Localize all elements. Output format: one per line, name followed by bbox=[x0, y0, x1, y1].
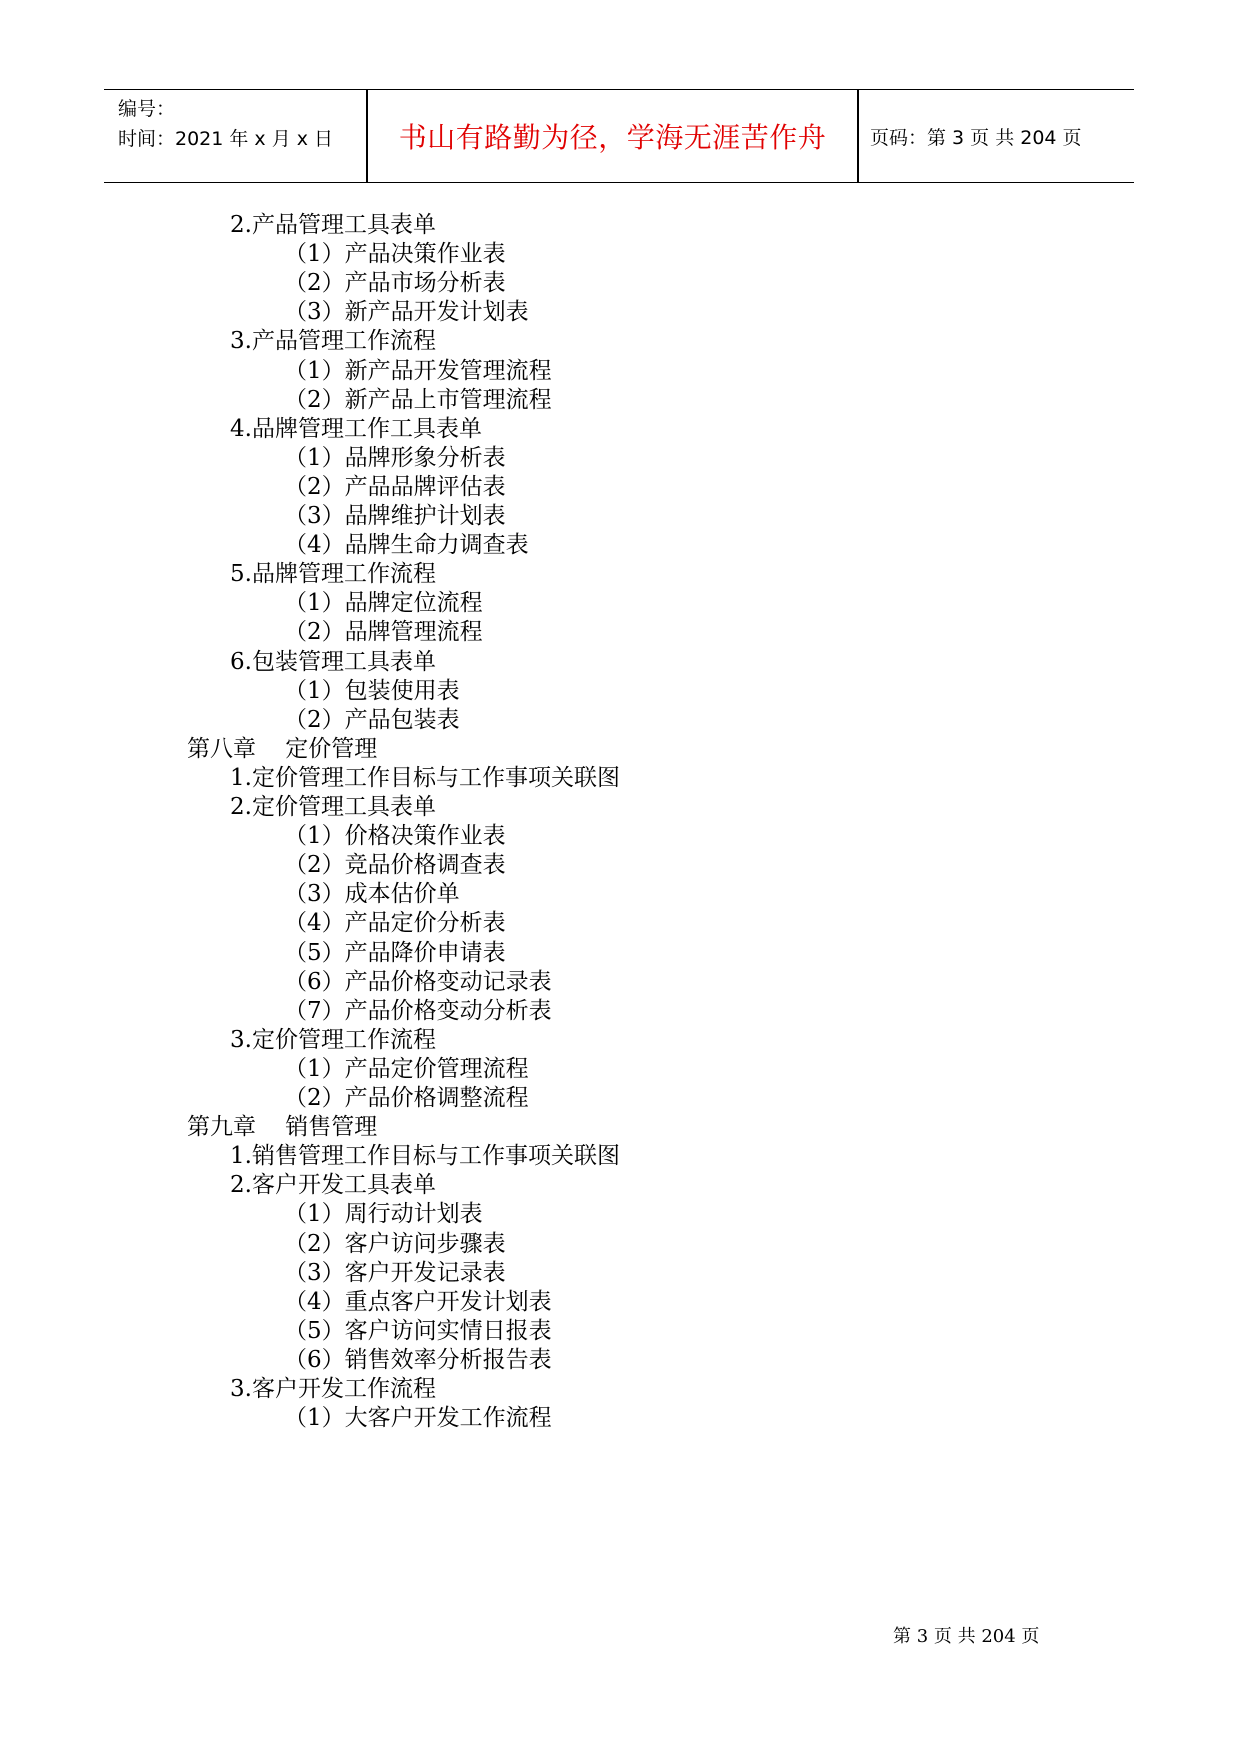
toc-item: （1）大客户开发工作流程 bbox=[284, 1405, 552, 1432]
toc-item: （3）客户开发记录表 bbox=[284, 1259, 506, 1286]
toc-section: 5.品牌管理工作流程 bbox=[230, 561, 436, 588]
toc-item: （4）产品定价分析表 bbox=[284, 910, 506, 937]
toc-item: （1）产品决策作业表 bbox=[284, 241, 506, 268]
toc-item: （1）价格决策作业表 bbox=[284, 823, 506, 850]
toc-item: （5）产品降价申请表 bbox=[284, 939, 506, 966]
document-time-label: 时间：2021 年 x 月 x 日 bbox=[118, 128, 334, 150]
toc-item: （1）品牌形象分析表 bbox=[284, 444, 506, 471]
toc-item: （7）产品价格变动分析表 bbox=[284, 997, 552, 1024]
toc-item: （2）品牌管理流程 bbox=[284, 619, 483, 646]
toc-item: （1）产品定价管理流程 bbox=[284, 1055, 529, 1082]
header-divider bbox=[857, 90, 859, 182]
toc-item: （1）周行动计划表 bbox=[284, 1201, 483, 1228]
toc-item: （2）新产品上市管理流程 bbox=[284, 386, 552, 413]
toc-item: （2）产品价格调整流程 bbox=[284, 1085, 529, 1111]
toc-section: 1.定价管理工作目标与工作事项关联图 bbox=[230, 764, 620, 791]
toc-item: （4）品牌生命力调查表 bbox=[284, 532, 529, 559]
header-meta bbox=[118, 94, 333, 154]
document-number-label: 编号： bbox=[118, 98, 176, 120]
toc-item: （2）产品包装表 bbox=[284, 706, 460, 733]
toc-chapter: 第八章 定价管理 bbox=[187, 735, 378, 762]
toc-item: （4）重点客户开发计划表 bbox=[284, 1288, 552, 1315]
toc-item: （1）包装使用表 bbox=[284, 677, 460, 704]
toc-item: （6）产品价格变动记录表 bbox=[284, 968, 552, 995]
page-header bbox=[104, 89, 1134, 183]
toc-section: 2.产品管理工具表单 bbox=[230, 212, 436, 238]
toc-item: （3）成本估价单 bbox=[284, 881, 460, 908]
toc-section: 1.销售管理工作目标与工作事项关联图 bbox=[230, 1143, 620, 1170]
toc-section: 3.定价管理工作流程 bbox=[230, 1026, 436, 1053]
toc-item: （2）客户访问步骤表 bbox=[284, 1230, 506, 1257]
header-motto: 书山有路勤为径，学海无涯苦作舟 bbox=[398, 121, 827, 154]
toc-item: （5）客户访问实情日报表 bbox=[284, 1317, 552, 1344]
toc-section: 4.品牌管理工作工具表单 bbox=[230, 415, 482, 442]
toc-chapter: 第九章 销售管理 bbox=[187, 1114, 378, 1141]
header-page-info: 页码：第 3 页 共 204 页 bbox=[870, 126, 1082, 149]
page-footer: 第 3 页 共 204 页 bbox=[893, 1626, 1040, 1647]
toc-section: 3.产品管理工作流程 bbox=[230, 328, 436, 355]
toc-item: （2）产品市场分析表 bbox=[284, 270, 506, 297]
toc-item: （2）产品品牌评估表 bbox=[284, 473, 506, 500]
toc-item: （3）新产品开发计划表 bbox=[284, 299, 529, 326]
toc-section: 6.包装管理工具表单 bbox=[230, 648, 436, 675]
toc-item: （1）新产品开发管理流程 bbox=[284, 357, 552, 384]
toc-item: （6）销售效率分析报告表 bbox=[284, 1346, 552, 1373]
toc-item: （2）竞品价格调查表 bbox=[284, 852, 506, 879]
toc-item: （3）品牌维护计划表 bbox=[284, 503, 506, 529]
toc-section: 3.客户开发工作流程 bbox=[230, 1376, 436, 1402]
toc-section: 2.客户开发工具表单 bbox=[230, 1172, 436, 1199]
toc-section: 2.定价管理工具表单 bbox=[230, 794, 436, 820]
toc-item: （1）品牌定位流程 bbox=[284, 590, 483, 617]
